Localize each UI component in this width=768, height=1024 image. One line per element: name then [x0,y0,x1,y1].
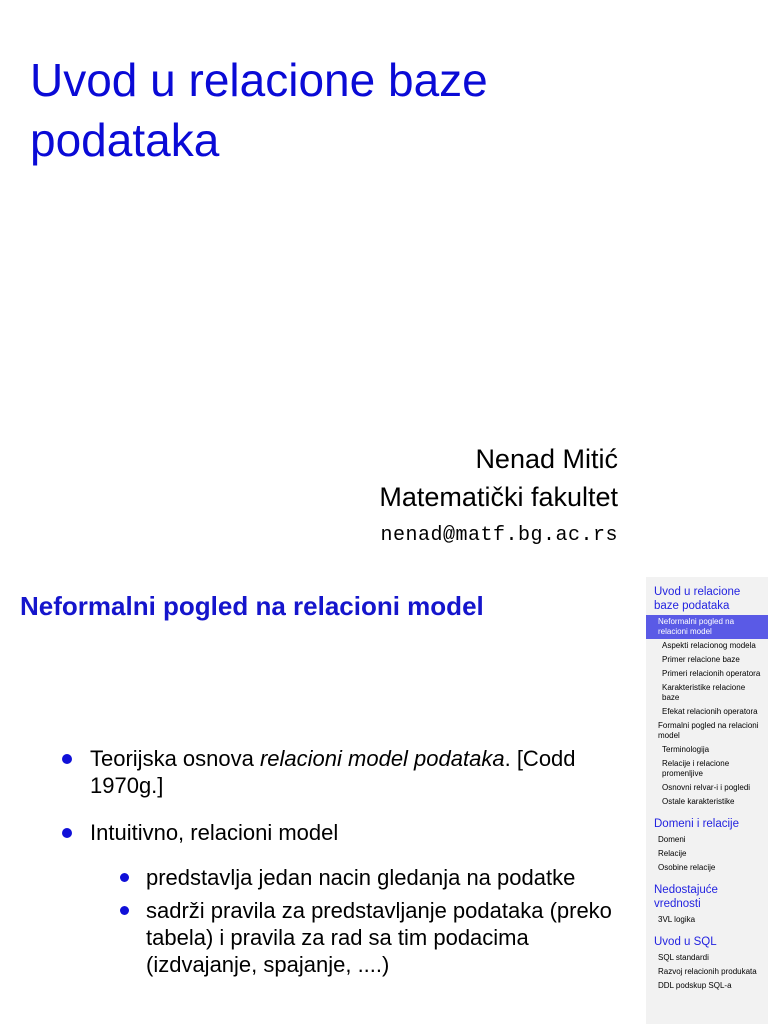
nav-section-nedostajuce[interactable]: Nedostajuće vrednosti [654,884,718,910]
sidebar-nav [646,577,768,1024]
presentation-title: Uvod u relacione baze podataka [30,54,488,166]
nav-item[interactable]: Formalni pogled na relacioni model [658,721,759,740]
nav-item[interactable]: Terminologija [662,745,710,754]
nav-item[interactable]: Primer relacione baze [662,655,740,664]
author-name: Nenad Mitić [475,444,618,474]
bullet-dot-icon [120,906,129,915]
author-block [379,440,618,552]
bullet-list [60,745,620,998]
bullet-dot-icon [62,754,72,764]
nav-item-neformalni[interactable]: Neformalni pogled na relacioni model [646,615,768,639]
nav-item[interactable]: Efekat relacionih operatora [662,707,758,716]
nav-item[interactable]: Osnovni relvar-i i pogledi [662,783,751,792]
nav-item[interactable]: Osobine relacije [658,863,716,872]
bullet-item [60,745,620,799]
nav-item[interactable]: Ostale karakteristike [662,797,735,806]
nav-item[interactable]: SQL standardi [658,953,709,962]
nav-section-uvod[interactable]: Uvod u relacione baze podataka [654,586,741,612]
nav-item[interactable]: Karakteristike relacione baze [662,683,746,702]
bullet-emphasis: relacioni model podataka [259,746,505,771]
nav-item[interactable]: Primeri relacionih operatora [662,669,761,678]
slide-title: Neformalni pogled na relacioni model [20,591,484,621]
sub-bullet-item [120,864,620,891]
sub-bullet-item [120,897,620,978]
nav-item[interactable]: Relacije [658,849,687,858]
bullet-text: Teorijska osnova [90,746,260,771]
author-email[interactable]: nenad@matf.bg.ac.rs [380,524,618,547]
nav-item[interactable]: Relacije i relacione promenljive [662,759,730,778]
nav-item[interactable]: DDL podskup SQL-a [658,981,732,990]
bullet-text: Intuitivno, relacioni model [90,820,339,845]
nav-item[interactable]: 3VL logika [658,915,696,924]
sub-bullet-text: predstavlja jedan nacin gledanja na podatke [146,865,576,890]
nav-item[interactable]: Domeni [658,835,686,844]
bullet-dot-icon [120,873,129,882]
nav-section-sql[interactable]: Uvod u SQL [654,936,717,948]
nav-item[interactable]: Aspekti relacionog modela [662,641,756,650]
sub-bullet-list [120,864,620,978]
nav-item[interactable]: Razvoj relacionih produkata [658,967,757,976]
nav-section-domeni[interactable]: Domeni i relacije [654,818,740,830]
bullet-text: . [Codd 1970g.] [90,746,576,798]
sub-bullet-text: sadrži pravila za predstavljanje podataka (preko tabela) i pravila za rad sa tim podacima (izdvajanje, spajanje, ....) [146,898,612,977]
author-affiliation: Matematički fakultet [379,482,618,512]
bullet-item [60,819,620,978]
bullet-dot-icon [62,828,72,838]
